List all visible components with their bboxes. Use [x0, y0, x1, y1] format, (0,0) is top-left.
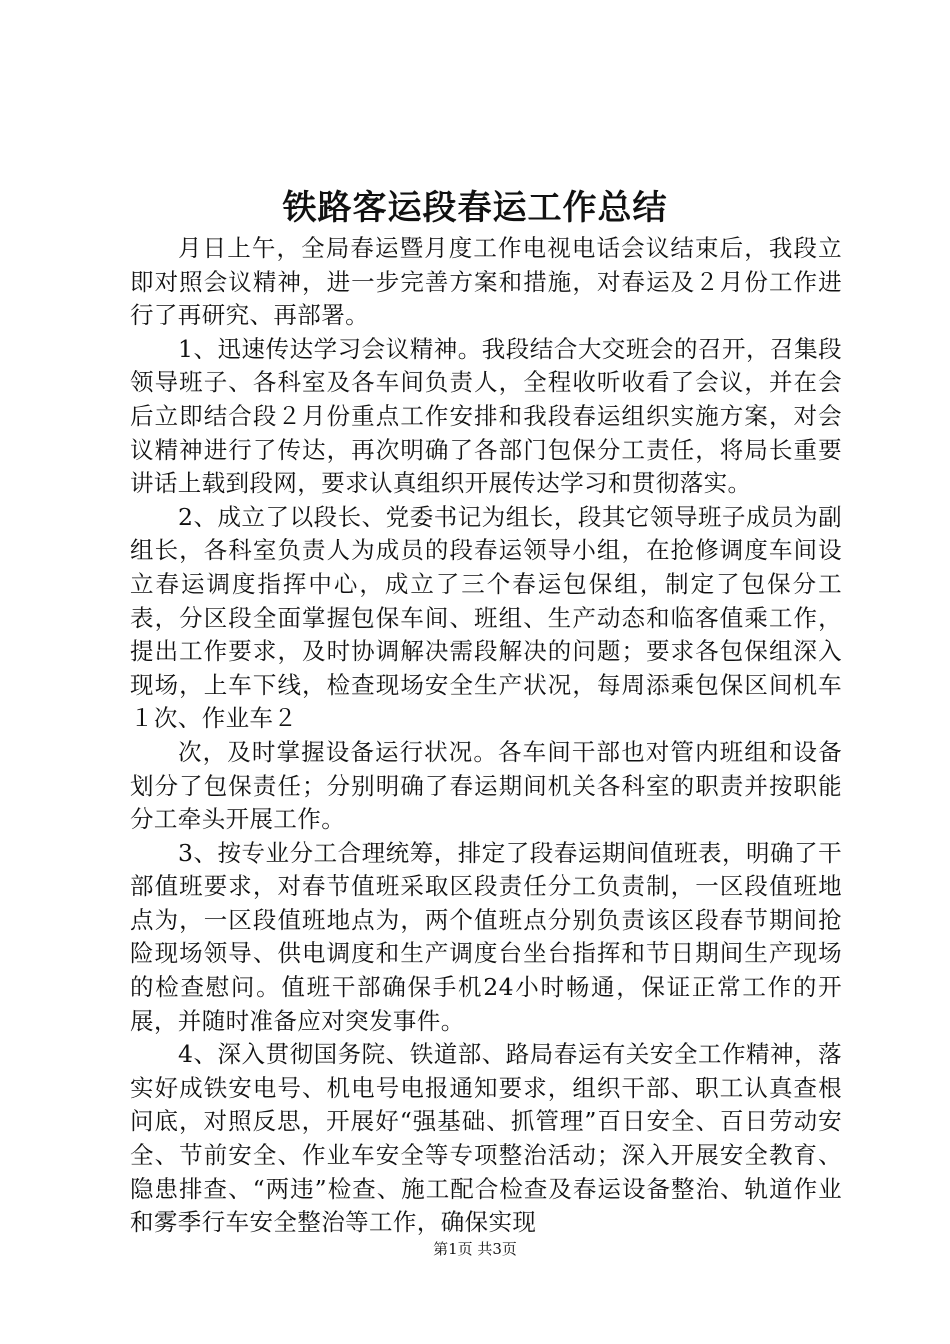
item-2-continuation: 次，及时掌握设备运行状况。各车间干部也对管内班组和设备划分了包保责任；分别明确了春运期间机关各科室的职责并按职能分工牵头开展工作。 [130, 737, 842, 834]
page-number-footer: 第1页 共3页 [433, 1240, 517, 1258]
item-1-paragraph: 1、迅速传达学习会议精神。我段结合大交班会的召开，召集段领导班子、各科室及各车间负责人，全程收听收看了会议，并在会后立即结合段２月份重点工作安排和我段春运组织实施方案，对会议精神进行了传达，再次明确了各部门包保分工责任，将局长重要讲话上载到段网，要求认真组织开展传达学习和贯彻落实。 [130, 334, 842, 498]
item-4-paragraph: 4、深入贯彻国务院、铁道部、路局春运有关安全工作精神，落实好成铁安电号、机电号电报通知要求，组织干部、职工认真查根问底，对照反思，开展好“强基础、抓管理”百日安全、百日劳动安全、节前安全、作业车安全等专项整治活动；深入开展安全教育、隐患排查、“两违”检查、施工配合检查及春运设备整治、轨道作业和雾季行车安全整治等工作，确保实现 [130, 1040, 842, 1237]
item-2-paragraph: 2、成立了以段长、党委书记为组长，段其它领导班子成员为副组长，各科室负责人为成员的段春运领导小组，在抢修调度车间设立春运调度指挥中心，成立了三个春运包保组，制定了包保分工表，分区段全面掌握包保车间、班组、生产动态和临客值乘工作，提出工作要求，及时协调解决需段解决的问题；要求各包保组深入现场，上车下线，检查现场安全生产状况，每周添乘包保区间机车１次、作业车２ [130, 502, 842, 733]
intro-paragraph: 月日上午，全局春运暨月度工作电视电话会议结束后，我段立即对照会议精神，进一步完善方案和措施，对春运及２月份工作进行了再研究、再部署。 [130, 234, 842, 330]
item-3-paragraph: 3、按专业分工合理统筹，排定了段春运期间值班表，明确了干部值班要求，对春节值班采取区段责任分工负责制，一区段值班地点为，一区段值班地点为，两个值班点分别负责该区段春节期间抢险现场领导、供电调度和生产调度台坐台指挥和节日期间生产现场的检查慰问。值班干部确保手机24小时畅通，保证正常工作的开展，并随时准备应对突发事件。 [130, 838, 842, 1035]
document-body [130, 232, 842, 1240]
document-title: 铁路客运段春运工作总结 [282, 188, 668, 228]
